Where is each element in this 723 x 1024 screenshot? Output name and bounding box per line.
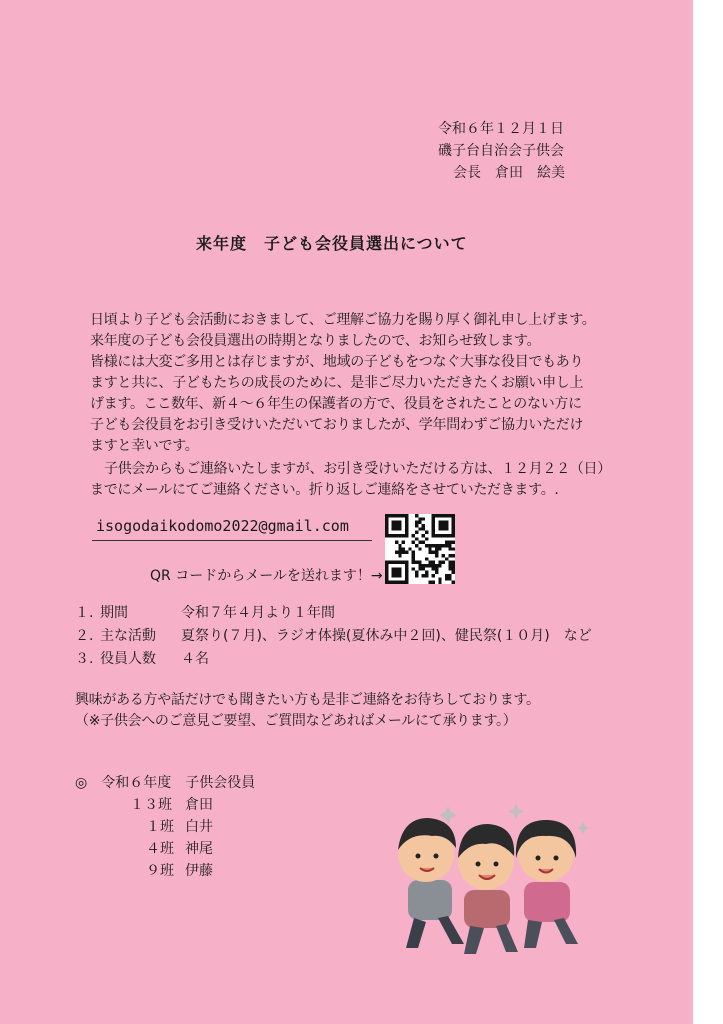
organization-name: 磯子台自治会子供会: [438, 143, 564, 159]
members-heading: ◎ 令和６年度 子供会役員: [75, 775, 256, 791]
boy-left-figure: [398, 818, 464, 948]
body-line: までにメールにてご連絡ください。折り返しご連絡をさせていただきます。.: [90, 482, 559, 498]
issue-date: 令和６年１２月１日: [438, 121, 564, 137]
qr-code-icon[interactable]: [385, 514, 455, 584]
closing-line: （※子供会へのご意見ご要望、ご質問などあればメールにて承ります。）: [75, 713, 517, 729]
item-number: ２.: [75, 628, 94, 644]
item-label-activities: 主な活動: [100, 628, 156, 644]
boy-middle-figure: [458, 824, 518, 954]
item-number: １.: [75, 605, 94, 621]
document-title: 来年度 子ども会役員選出について: [196, 234, 468, 253]
item-value-count: ４名: [181, 651, 209, 667]
item-number: ３.: [75, 651, 94, 667]
contact-email-link[interactable]: isogodaikodomo2022@gmail.com: [96, 517, 349, 535]
member-name: 神尾: [185, 841, 213, 857]
body-line: 皆様には大変ご多用とは存じますが、地域の子どもをつなぐ大事な役目でもあり: [90, 354, 584, 370]
member-group: １班: [146, 819, 174, 835]
item-value-period: 令和７年４月より１年間: [181, 605, 335, 621]
body-line: 日頃より子ども会活動におきまして、ご理解ご協力を賜り厚く御礼申し上げます。: [90, 312, 596, 328]
member-name: 伊藤: [185, 863, 213, 879]
body-line: 子供会からもご連絡いたしますが、お引き受けいただける方は、１２月２２（日）: [104, 461, 611, 477]
email-underline: [92, 540, 372, 541]
qr-note: QR コードからメールを送れます！→: [150, 568, 383, 584]
member-group: ９班: [146, 863, 174, 879]
body-line: ますと共に、子どもたちの成長のために、是非ご尽力いただきたくお願い申し上: [90, 375, 584, 391]
member-name: 倉田: [185, 797, 213, 813]
member-name: 白井: [185, 819, 213, 835]
member-group: ４班: [146, 841, 174, 857]
body-line: 子ども会役員をお引き受けいただいておりましたが、学年問わずご協力いただけ: [90, 417, 584, 433]
body-line: 来年度の子ども会役員選出の時期となりましたので、お知らせ致します。: [90, 333, 541, 349]
item-value-activities: 夏祭り(７月)、ラジオ体操(夏休み中２回)、健民祭(１０月) など: [181, 628, 592, 644]
item-label-count: 役員人数: [100, 651, 156, 667]
body-line: げます。ここ数年、新４～６年生の保護者の方で、役員をされたことのない方に: [90, 396, 582, 412]
chair-name: 会長 倉田 絵美: [453, 165, 565, 181]
girl-right-figure: [516, 820, 578, 948]
closing-line: 興味がある方や話だけでも聞きたい方も是非ご連絡をお待ちしております。: [75, 692, 540, 708]
member-group: １３班: [130, 797, 172, 813]
body-line: ますと幸いです。: [90, 438, 199, 454]
running-children-illustration: [378, 798, 598, 963]
item-label-period: 期間: [100, 605, 128, 621]
